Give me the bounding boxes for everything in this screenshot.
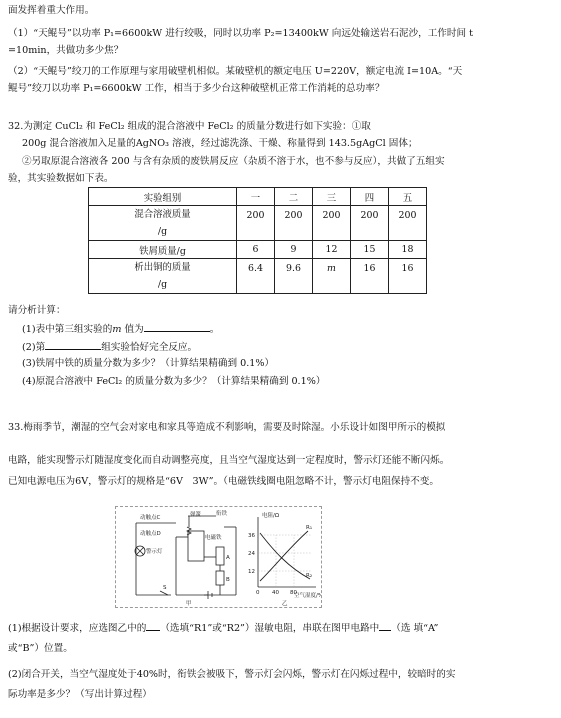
table-row <box>89 206 427 241</box>
table-group: 五 <box>389 188 427 206</box>
var-m: m <box>112 324 122 335</box>
label-lamp: 警示灯 <box>146 549 163 555</box>
switch-blade <box>160 591 168 595</box>
label-contact-d: 动触点D <box>140 531 161 537</box>
label-line: 析出铜的质量 <box>134 262 191 273</box>
label-point-b: B <box>226 577 230 583</box>
q32-sub-2 <box>22 339 197 355</box>
q33-part-2a: (2)闭合开关，当空气湿度处于40%时，衔铁会被吸下，警示灯会闪烁，警示灯在闪烁过程中，较暗时的实 <box>8 669 456 680</box>
q33-part-2b: 际功率是多少？（写出计算过程） <box>8 689 152 700</box>
analyze-label: 请分析计算： <box>8 305 66 316</box>
q32-line-1: 32.为测定 CuCl₂ 和 FeCl₂ 组成的混合溶液中 FeCl₂ 的质量分数进行如下实验：①取 <box>8 121 371 132</box>
circuit-figure <box>115 506 322 608</box>
answer-blank[interactable] <box>379 620 391 631</box>
q1-line-b: =10min，共做功多少焦？ <box>8 45 124 56</box>
q33-part-1b: 或“B”）位置。 <box>8 643 73 654</box>
table-row-label: 铁屑质量/g <box>89 241 237 259</box>
table-cell: 200 <box>351 206 389 241</box>
q33-line-3: 已知电源电压为6V，警示灯的规格是“6V 3W”。（电磁铁线圈电阻忽略不计，警示灯电阻保持不变。 <box>8 476 439 487</box>
table-cell: 12 <box>313 241 351 259</box>
text: （选填“R1”或“R2”）湿敏电阻，串联在图甲电路中 <box>160 623 380 634</box>
answer-blank[interactable] <box>146 620 160 631</box>
curve-label-r1: R₁ <box>306 525 313 531</box>
q32-sub-3: (3)铁屑中铁的质量分数为多少？（计算结果精确到 0.1%） <box>22 358 275 369</box>
ytick: 24 <box>248 551 255 557</box>
q2-line-a: （2）“天鲲号”绞刀的工作原理与家用破壁机相似。某破壁机的额定电压 U=220V，额定电流 I=10A。“天 <box>8 66 463 77</box>
label-jia: 甲 <box>186 601 192 607</box>
text: （选 填“A” <box>391 623 439 634</box>
table-cell: 18 <box>389 241 427 259</box>
label-point-a: A <box>226 555 230 561</box>
label-armature: 衔铁 <box>216 511 228 517</box>
label-yi: 乙 <box>282 601 288 607</box>
q33-line-1: 33.梅雨季节，潮湿的空气会对家电和家具等造成不利影响，需要及时除湿。小乐设计如图甲所示的模拟 <box>8 422 446 433</box>
text: (1)根据设计要求，应选图乙中的 <box>8 623 147 634</box>
table-cell: 200 <box>389 206 427 241</box>
q33-part-1a <box>8 620 438 636</box>
curve-label-r2: R₂ <box>306 573 313 579</box>
text: 。 <box>209 324 220 335</box>
figure-svg <box>116 507 321 607</box>
table-row-label <box>89 206 237 241</box>
table-row <box>89 188 427 206</box>
graph-xlabel: 空气湿度/% <box>294 593 321 599</box>
ytick: 36 <box>248 533 255 539</box>
label-contact-c: 动触点C <box>140 515 161 521</box>
table-cell: 200 <box>237 206 275 241</box>
table-group: 四 <box>351 188 389 206</box>
table-cell: 200 <box>313 206 351 241</box>
text-line: 面发挥着重大作用。 <box>8 5 95 16</box>
table-cell: 16 <box>389 259 427 294</box>
q32-line-2: 200g 混合溶液加入足量的AgNO₃ 溶液，经过滤洗涤、干燥、称量得到 143.5gAgCl 固体； <box>22 138 418 149</box>
experiment-table <box>88 187 427 294</box>
label-spring: 弹簧 <box>190 512 202 518</box>
label-electromagnet: 电磁铁 <box>205 535 222 541</box>
curve-r2 <box>260 533 313 579</box>
q2-line-b: 鲲号”绞刀以功率 P₁=6600kW 工作，相当于多少台这种破壁机正常工作消耗的总功率？ <box>8 83 385 94</box>
table-header-label: 实验组别 <box>89 188 237 206</box>
table-cell: 200 <box>275 206 313 241</box>
ytick: 12 <box>248 569 255 575</box>
resistance-graph <box>248 511 321 607</box>
table-row <box>89 259 427 294</box>
table-cell: m <box>313 259 351 294</box>
table-cell: 15 <box>351 241 389 259</box>
table-row-label <box>89 259 237 294</box>
q32-line-4: 验，其实验数据如下表。 <box>8 173 114 184</box>
text: 组实验恰好完全反应。 <box>101 342 198 353</box>
electromagnet-core <box>188 531 204 561</box>
resistor-a <box>216 547 224 565</box>
q32-sub-1 <box>22 321 219 337</box>
q32-line-3: ②另取原混合溶液各 200 与含有杂质的废铁屑反应（杂质不溶于水，也不参与反应），共做了五组实 <box>22 156 445 167</box>
q32-sub-4: (4)原混合溶液中 FeCl₂ 的质量分数为多少？（计算结果精确到 0.1%） <box>22 376 326 387</box>
answer-blank[interactable] <box>45 339 101 350</box>
table-cell: 16 <box>351 259 389 294</box>
xtick: 0 <box>256 590 260 596</box>
label-line: /g <box>157 279 168 290</box>
graph-ylabel: 电阻/Ω <box>262 513 280 519</box>
label-line: 混合溶液质量 <box>134 209 191 220</box>
circuit-diagram <box>135 516 236 599</box>
answer-blank[interactable] <box>144 321 210 332</box>
table-group: 三 <box>313 188 351 206</box>
xtick: 80 <box>290 590 297 596</box>
text: (1)表中第三组实验的 <box>22 324 113 335</box>
label-switch: S <box>163 585 167 591</box>
text: (2)第 <box>22 342 46 353</box>
table-cell: 6 <box>237 241 275 259</box>
table-group: 一 <box>237 188 275 206</box>
q1-line-a: （1）“天鲲号”以功率 P₁=6600kW 进行绞吸，同时以功率 P₂=13400kW 向远处输送岩石泥沙，工作时间 t <box>8 28 473 39</box>
label-line: /g <box>157 226 168 237</box>
table-row <box>89 241 427 259</box>
q33-line-2: 电路，能实现警示灯随湿度变化而自动调整亮度，且当空气湿度达到一定程度时，警示灯还能不断闪烁。 <box>8 455 450 466</box>
table-cell: 9 <box>275 241 313 259</box>
table-cell: 6.4 <box>237 259 275 294</box>
table-group: 二 <box>275 188 313 206</box>
text: 值为 <box>121 324 144 335</box>
resistor-b <box>216 571 224 585</box>
xtick: 40 <box>272 590 279 596</box>
table-cell: 9.6 <box>275 259 313 294</box>
